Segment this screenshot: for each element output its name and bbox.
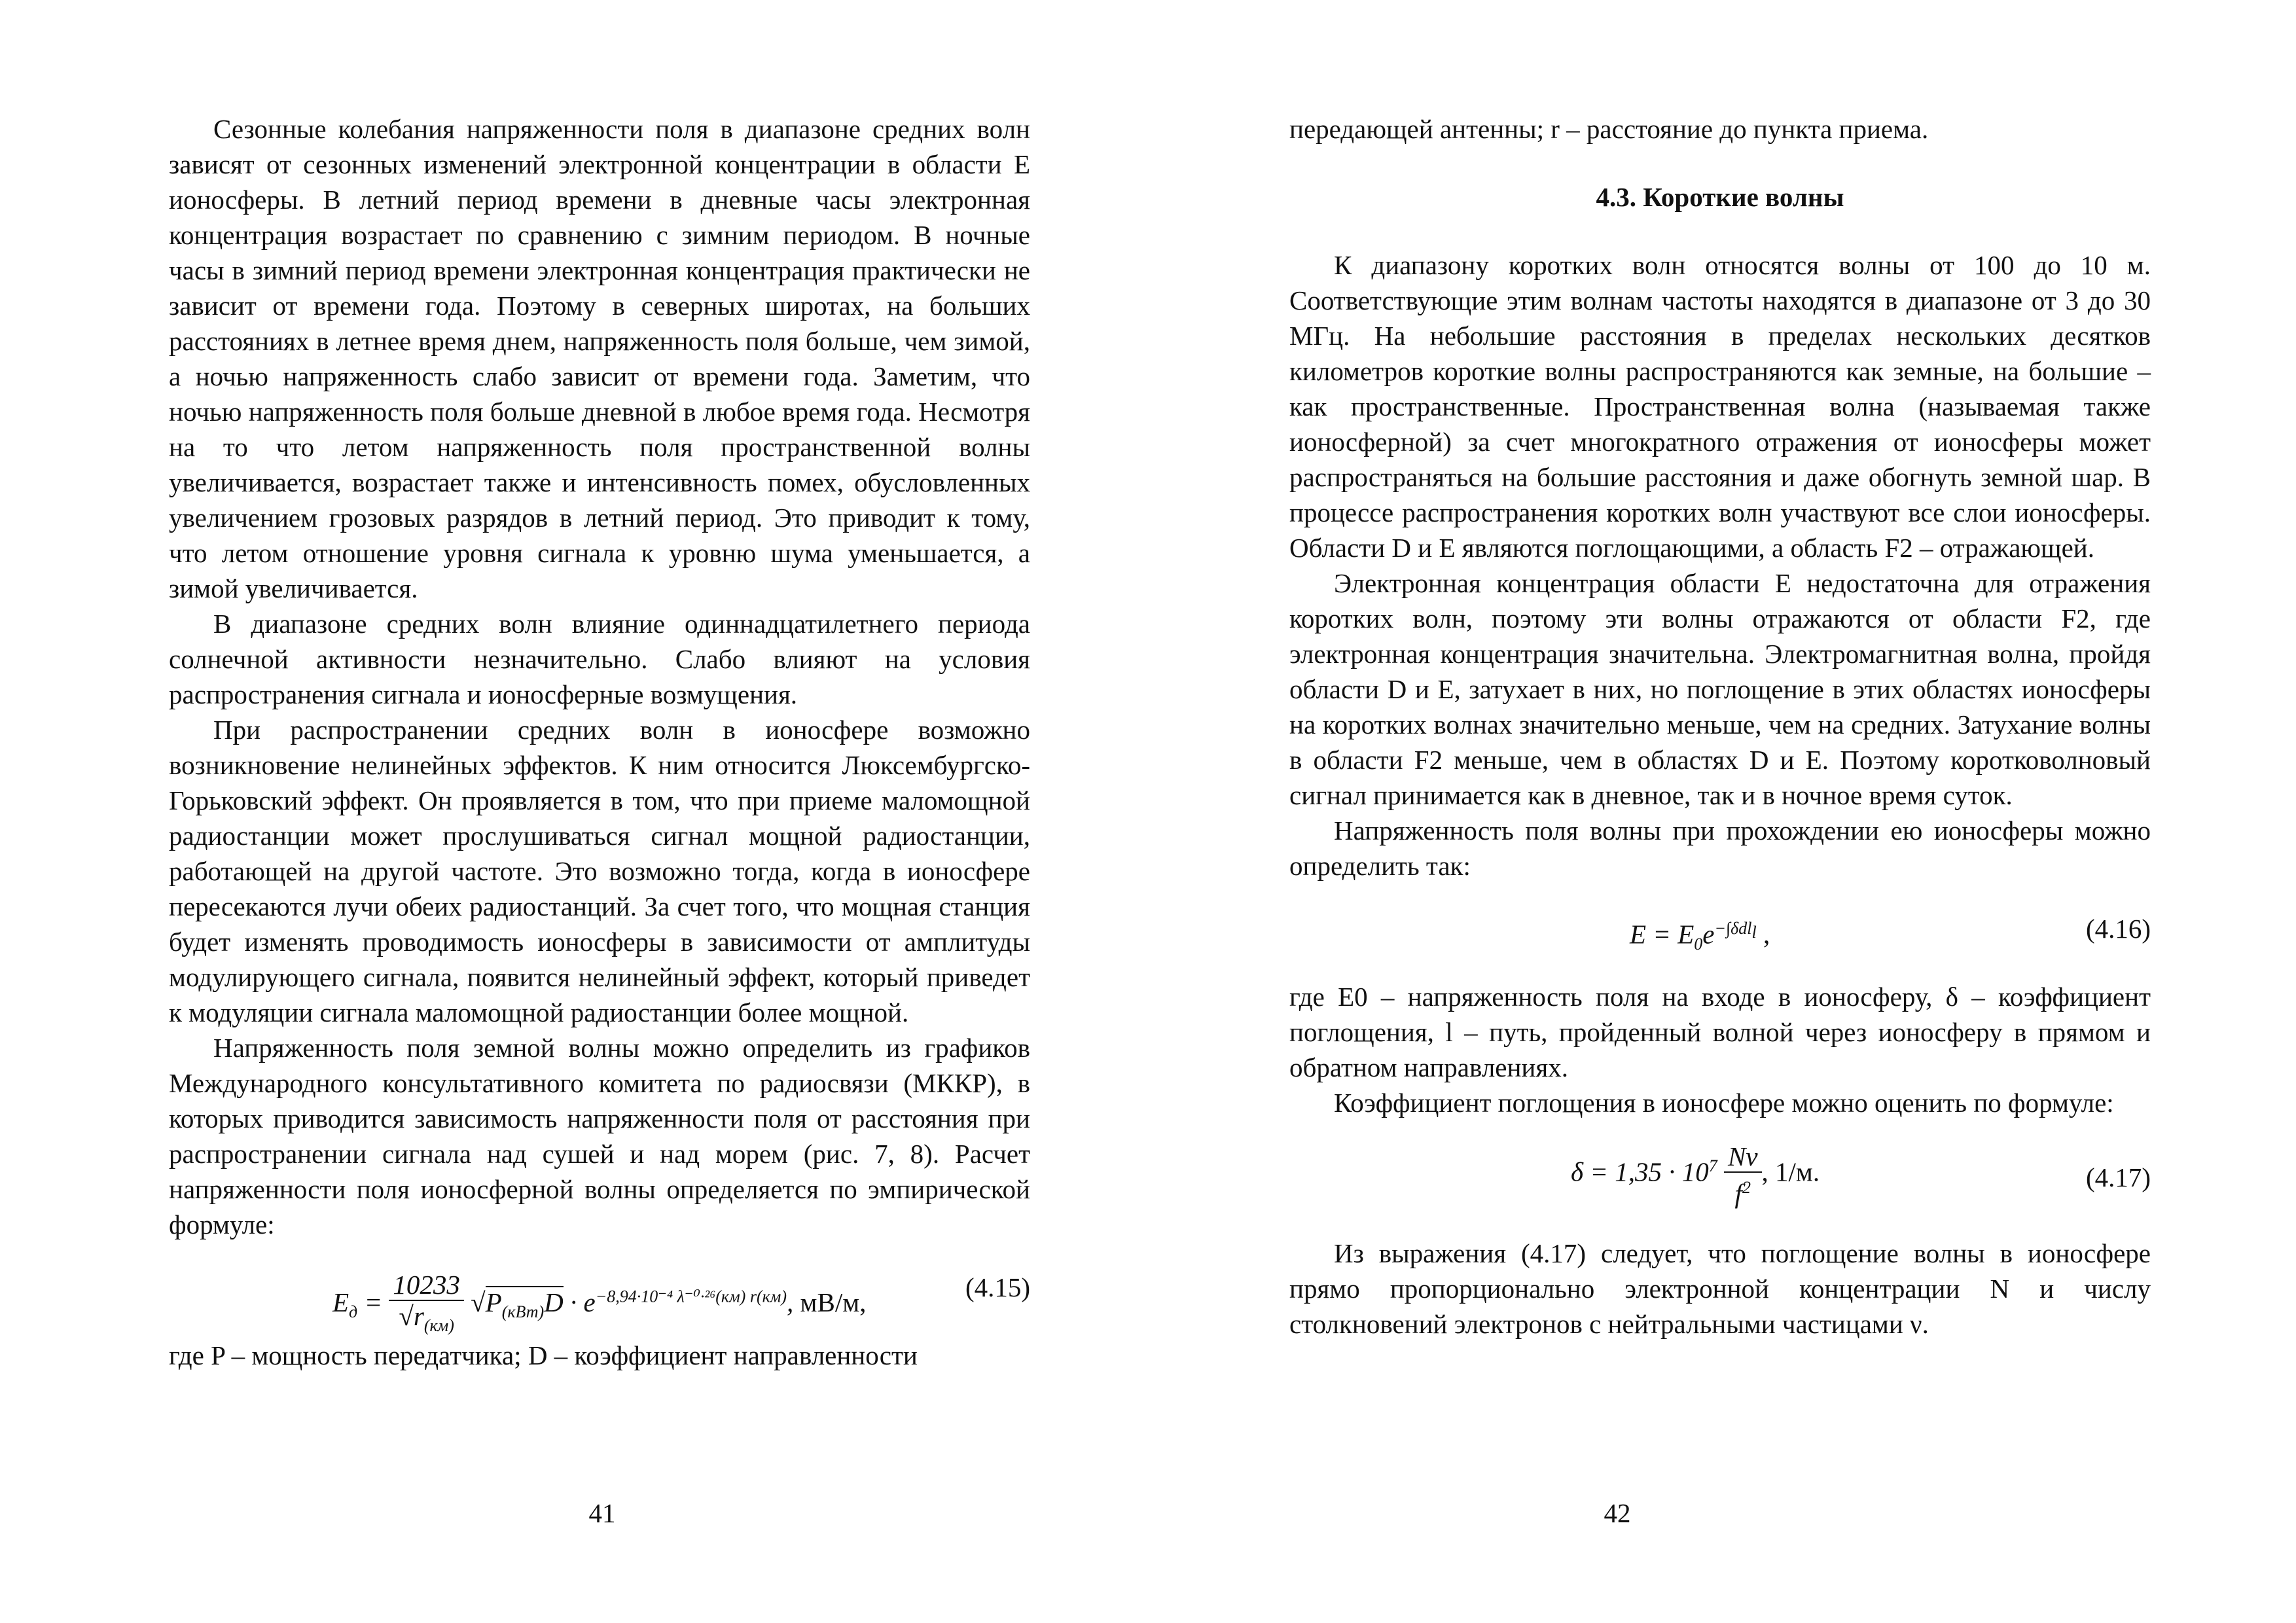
paragraph: При распространении средних волн в ионосфере возможно возникновение нелинейных эффектов. К ним относится Люксембургско-Горьковский эффект. Он проявляется в том, что при приеме маломощной радиостанции может прослушиваться сигнал мощной радиостанции, работающей на другой частоте. Это возможно тогда, когда в ионосфере пересекаются лучи обеих радиостанций. За счет того, что мощная станция будет изменять проводимость ионосферы в зависимости от амплитуды модулирующего сигнала, появится нелинейный эффект, который приведет к модуляции сигнала маломощной радиостанции более мощной. — [169, 715, 1030, 1027]
paragraph: Напряженность поля земной волны можно определить из графиков Международного консультативного комитета по радиосвязи (МККР), в которых приводится зависимость напряженности поля от расстояния при распространении сигнала над сушей и над морем (рис. 7, 8). Расчет напряженности поля ионосферной волны определяется по эмпирической формуле: — [169, 1033, 1030, 1240]
paragraph: К диапазону коротких волн относятся волны от 100 до 10 м. Соответствующие этим волнам частоты находятся в диапазоне от 3 до 30 МГц. На небольшие расстояния в пределах нескольких десятков километров короткие волны распространяются как земные, на большие – как пространственные. Пространственная волна (называемая также ионосферной) за счет многократного отражения от ионосферы может распространяться на большие расстояния и даже обогнуть земной шар. В процессе распространения коротких волн участвуют все слои ионосферы. Области D и E являются поглощающими, а область F2 – отражающей. — [1289, 250, 2151, 563]
paragraph: передающей антенны; r – расстояние до пункта приема. — [1289, 114, 1929, 144]
formula-number: (4.17) — [2085, 1162, 2151, 1192]
paragraph: Напряженность поля волны при прохождении ею ионосферы можно определить так: — [1289, 815, 2151, 881]
formula-expression: $E_д$ = $\frac{10233}{√r_{(км)}}$ $√P_{(кВт)}D \cdot e^{-8,94\cdot 10^{-4} \lambda^{-0}\cdot^{26}(км) r(км)}$, мВ/м, — [332, 1270, 866, 1341]
paragraph: Электронная концентрация области E недостаточна для отражения коротких волн, поэтому эти волны отражаются от области F2, где электронная концентрация значительна. Электромагнитная волна, пройдя области D и E, затухает в них, но поглощение в этих областях ионосферы на коротких волнах значительно меньше, чем на средних. Затухание волны в области F2 меньше, чем в областях D и E. Поэтому коротковолновый сигнал принимается как в дневное, так и в ночное время суток. — [1289, 568, 2151, 810]
section-title: 4.3. Короткие волны — [1596, 182, 1844, 212]
page-number: 42 — [1604, 1498, 1631, 1528]
formula-number: (4.15) — [965, 1272, 1030, 1302]
paragraph: Сезонные колебания напряженности поля в диапазоне средних волн зависят от сезонных изменений электронной концентрации в области E ионосферы. В летний период времени в дневные часы электронная концентрация возрастает по сравнению с зимним периодом. В ночные часы в зимний период времени электронная концентрация практически не зависит от времени года. Поэтому в северных широтах, на больших расстояниях в летнее время днем, напряженность поля больше, чем зимой, а ночью напряженность слабо зависит от времени года. Заметим, что ночью напряженность поля больше дневной в любое время года. Несмотря на то что летом напряженность поля пространственной волны увеличивается, возрастает также и интенсивность помех, обусловленных увеличением грозовых разрядов в летний период. Это приводит к тому, что летом отношение уровня сигнала к уровню шума уменьшается, а зимой увеличивается. — [169, 114, 1030, 603]
paragraph: Из выражения (4.17) следует, что поглощение волны в ионосфере прямо пропорционально электронной концентрации N и числу столкновений электронов с нейтральными частицами ν. — [1289, 1238, 2151, 1339]
page-number: 41 — [588, 1498, 616, 1528]
paragraph: В диапазоне средних волн влияние одиннадцатилетнего периода солнечной активности незначительно. Слабо влияют на условия распространения сигнала и ионосферные возмущения. — [169, 609, 1030, 709]
right-page — [1148, 0, 2296, 1623]
paragraph: Коэффициент поглощения в ионосфере можно оценить по формуле: — [1334, 1088, 2114, 1118]
formula-4-16 — [1289, 891, 2151, 963]
formula-expression: $E = E_0e^{-\int\delta dl_l}$ , — [1630, 919, 1770, 954]
fraction: $\frac{N\nu}{f^2}$ — [1724, 1141, 1762, 1209]
formula-expression: $\delta = 1,35 \cdot 10^7$ $\frac{N\nu}{f^2}$ , 1/м. — [1571, 1141, 1820, 1209]
left-text-column — [169, 111, 1030, 1373]
paragraph: где P – мощность передатчика; D – коэффициент направленности — [169, 1340, 918, 1370]
right-text-column — [1289, 111, 2151, 1342]
formula-4-15 — [169, 1250, 1030, 1336]
fraction: $\frac{10233}{√r_{(км)}}$ — [389, 1270, 464, 1341]
formula-number: (4.16) — [2085, 914, 2151, 944]
paragraph: где E0 – напряженность поля на входе в ионосферу, δ – коэффициент поглощения, l – путь, пройденный волной через ионосферу в прямом и обратном направлениях. — [1289, 982, 2151, 1082]
formula-4-17 — [1289, 1128, 2151, 1220]
